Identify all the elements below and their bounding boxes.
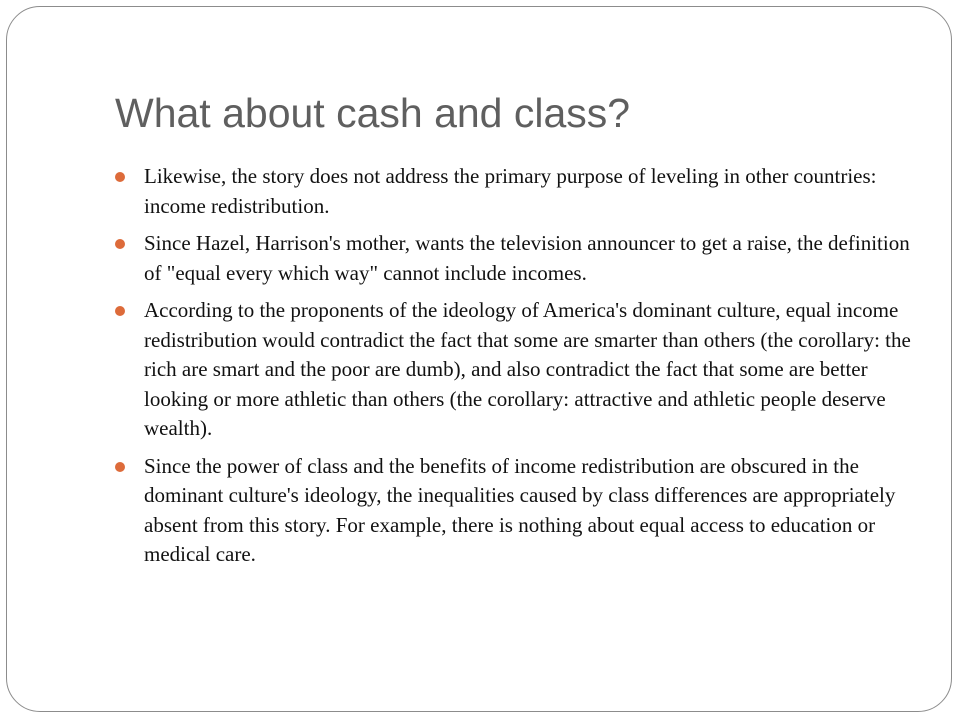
bullet-dot-icon [115, 172, 125, 182]
bullet-item [115, 452, 915, 570]
bullet-text: Since Hazel, Harrison's mother, wants the television announcer to get a raise, the definition of "equal every which way" cannot include incomes. [144, 231, 910, 285]
bullet-dot-icon [115, 239, 125, 249]
bullet-text: According to the proponents of the ideology of America's dominant culture, equal income redistribution would contradict the fact that some are smarter than others (the corollary: the rich are smart and the poor are dumb), and also contradict the fact that some are better looking or more athletic than others (the corollary: attractive and athletic people deserve wealth). [144, 298, 911, 440]
bullet-dot-icon [115, 462, 125, 472]
bullet-text: Since the power of class and the benefits of income redistribution are obscured in the dominant culture's ideology, the inequalities caused by class differences are appropriately absent from this story. For example, there is nothing about equal access to education or medical care. [144, 453, 896, 566]
bullet-dot-icon [115, 306, 125, 316]
bullet-item [115, 229, 915, 288]
slide-frame [6, 6, 952, 712]
slide-title: What about cash and class? [115, 90, 631, 136]
bullet-list [115, 162, 915, 578]
bullet-item [115, 162, 915, 221]
bullet-item [115, 296, 915, 444]
bullet-text: Likewise, the story does not address the primary purpose of leveling in other countries: income redistribution. [144, 164, 877, 218]
